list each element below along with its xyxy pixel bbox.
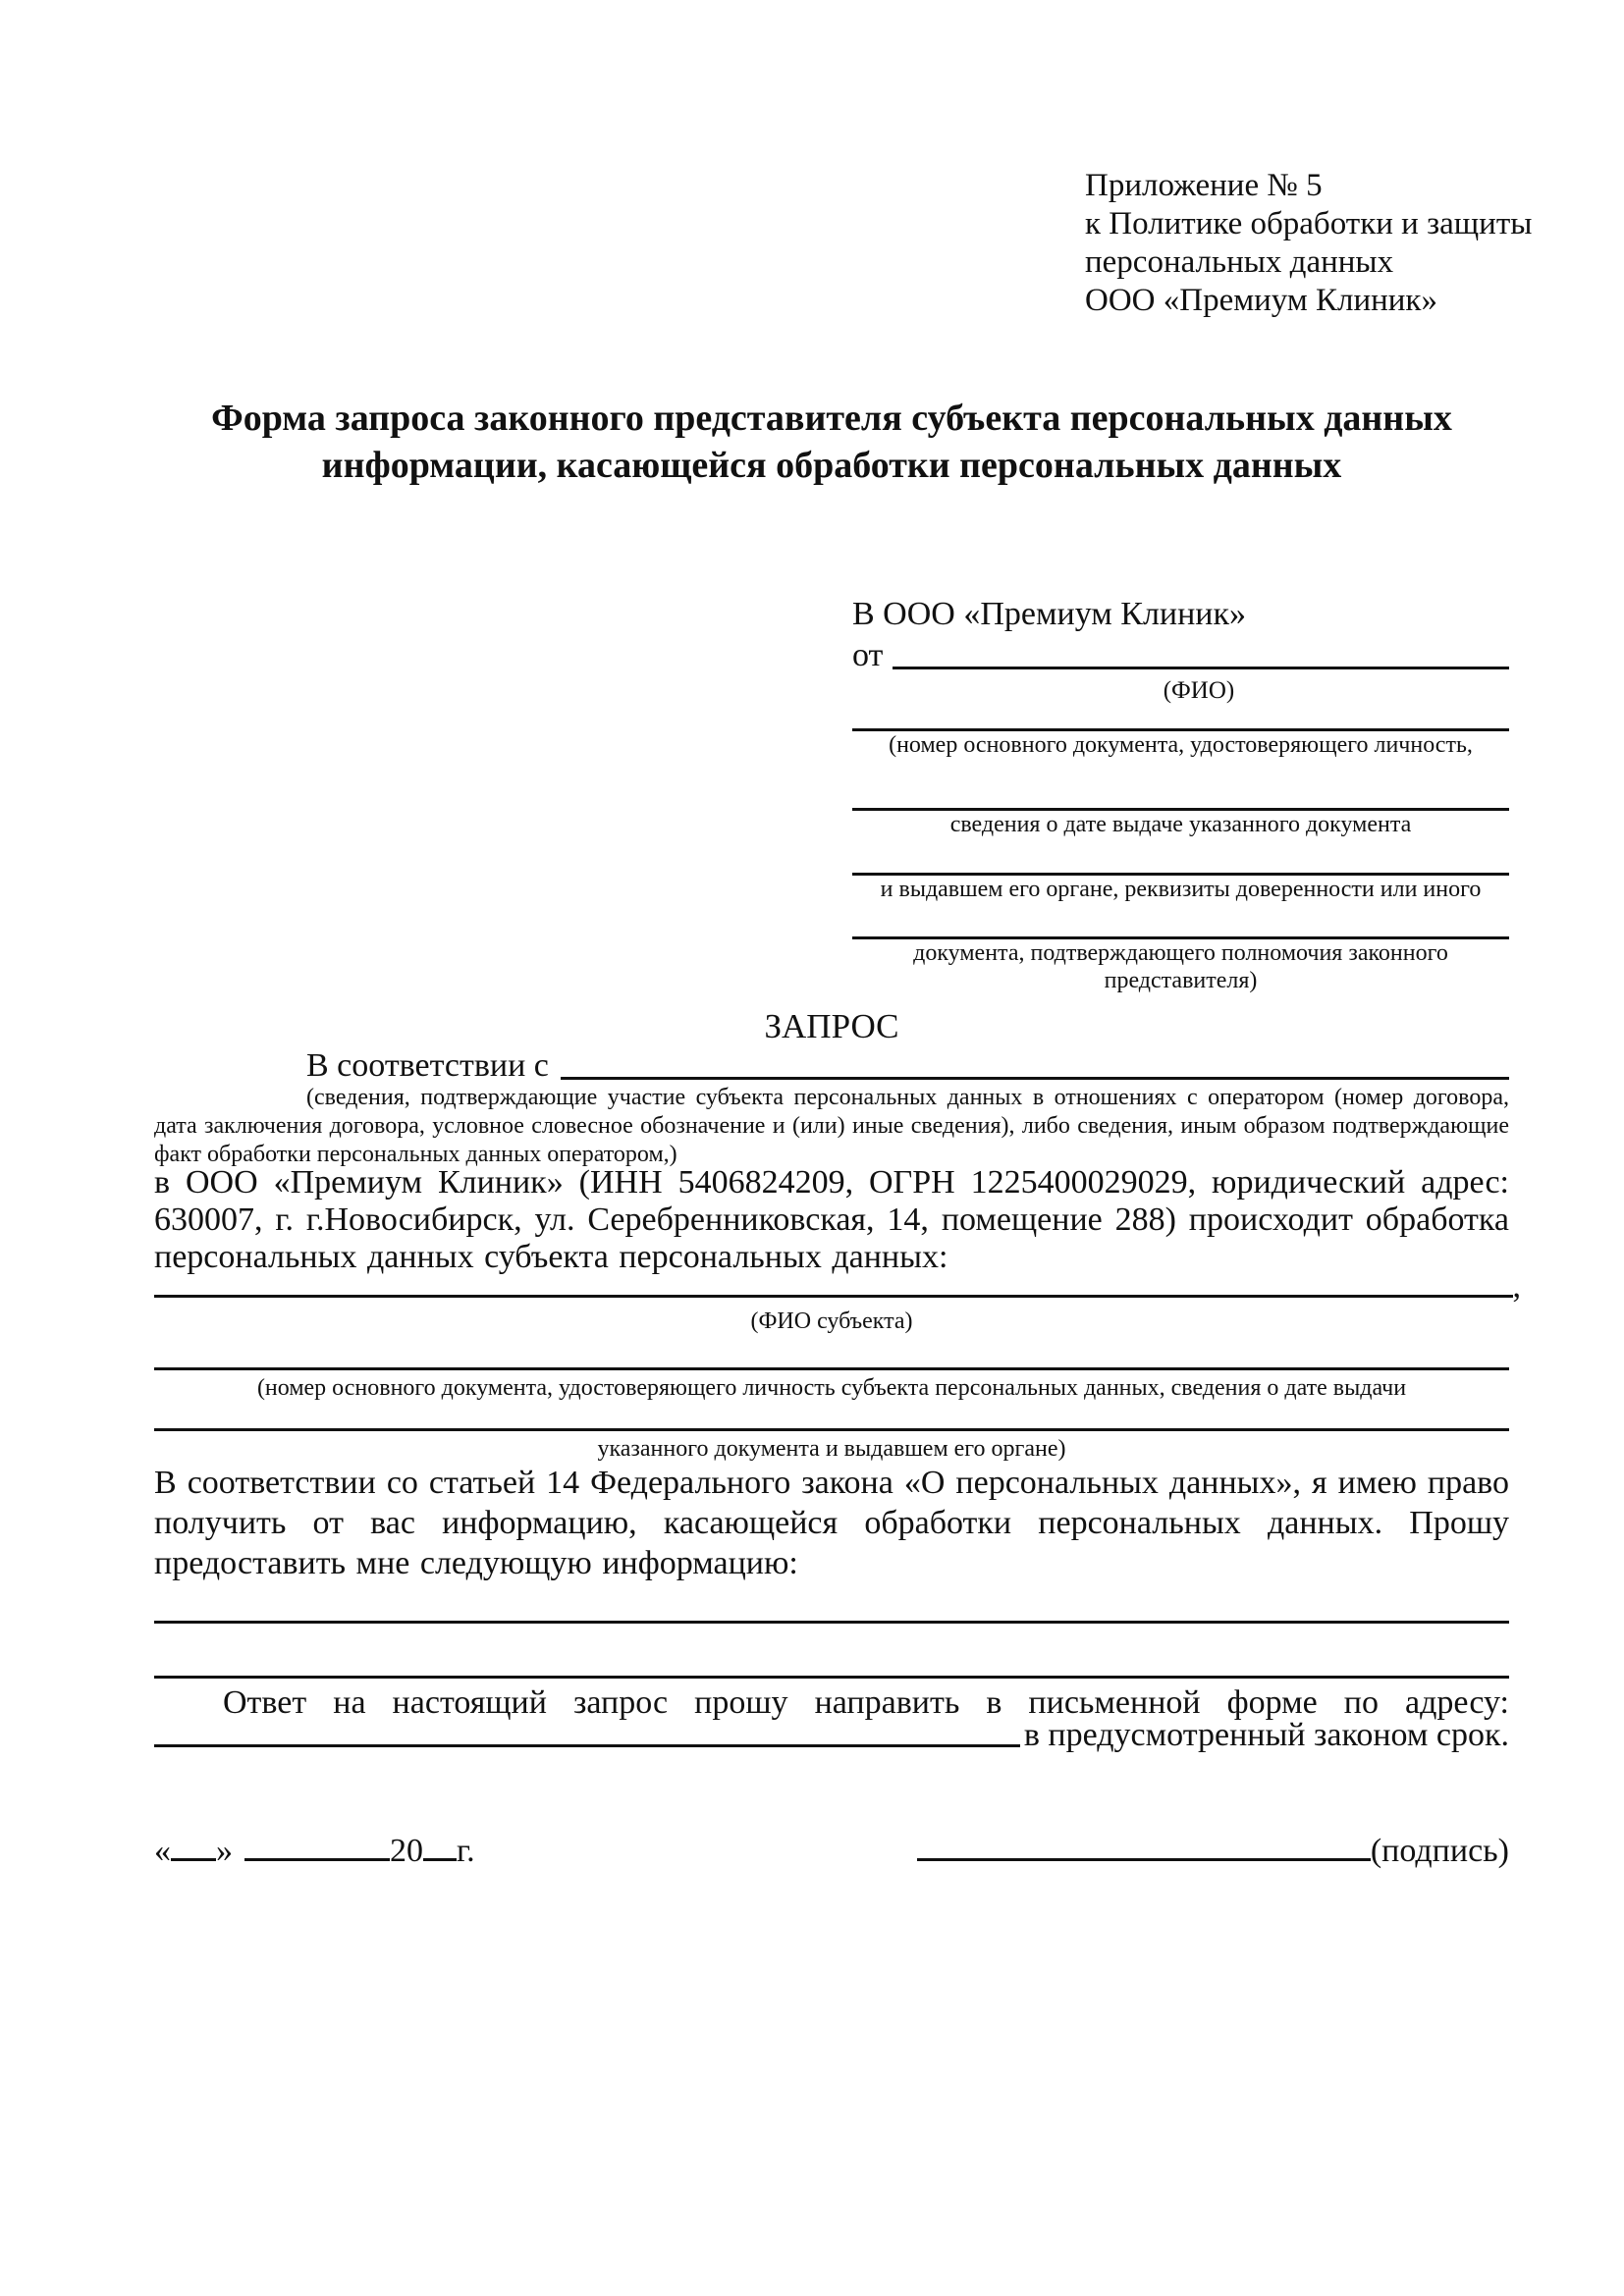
date-field <box>154 1834 475 1869</box>
day-blank-line <box>171 1858 216 1861</box>
fio-caption: (ФИО) <box>1163 677 1235 704</box>
appendix-block <box>1085 167 1532 320</box>
basis-label: В соответствии с <box>306 1047 549 1084</box>
signature-row <box>154 1830 1509 1869</box>
appendix-line: ООО «Премиум Клиник» <box>1085 283 1437 318</box>
information-blank-line-2 <box>154 1655 1509 1679</box>
signature-caption: (подпись) <box>1370 1833 1509 1869</box>
quote-close: » <box>216 1833 233 1869</box>
basis-blank-line <box>561 1073 1509 1080</box>
basis-caption: (сведения, подтверждающие участие субъекта персональных данных в отношениях с оператором (номер договора, дата заключения договора, условное словесное обозначение и (или) иные сведения), либо сведения, иным образом подтверждающие факт обработки персональных данных оператором,) <box>154 1085 1509 1167</box>
subject-document-blank-line <box>154 1347 1509 1370</box>
title-line: Форма запроса законного представителя субъекта персональных данных <box>211 398 1452 439</box>
operator-paragraph: в ООО «Премиум Клиник» (ИНН 5406824209, ОГРН 1225400029029, юридический адрес: 630007, г. г.Новосибирск, ул. Серебренниковская, 14, помещение 288) происходит обработка персональных данных субъекта персональных данных: <box>154 1164 1509 1275</box>
representative-document-fields <box>852 711 1509 994</box>
addressee-organization: В ООО «Премиум Клиник» <box>852 596 1247 632</box>
subject-fio-blank-line <box>154 1291 1513 1298</box>
from-label: от <box>852 637 884 673</box>
document-title <box>154 395 1509 489</box>
appendix-line: к Политике обработки и защиты <box>1085 206 1533 241</box>
year-prefix: 20 <box>390 1833 423 1869</box>
request-heading: ЗАПРОС <box>764 1007 899 1045</box>
law-paragraph: В соответствии со статьей 14 Федерального закона «О персональных данных», я имею право получить от вас информацию, касающейся обработки персональных данных. Прошу предоставить мне следующую информацию: <box>154 1465 1509 1581</box>
subject-fio-row <box>154 1268 1521 1305</box>
basis-row <box>154 1044 1509 1084</box>
subject-document-blank-line-2 <box>154 1409 1509 1431</box>
issuing-authority-blank-line <box>852 838 1509 876</box>
document-number-blank-line <box>852 711 1509 731</box>
subject-document-caption-2: указанного документа и выдавшем его органе) <box>597 1436 1066 1462</box>
information-blank-line-1 <box>154 1600 1509 1624</box>
month-blank-line <box>244 1858 390 1861</box>
year-blank-line <box>423 1858 457 1861</box>
trailing-comma: , <box>1512 1268 1521 1305</box>
appendix-line: персональных данных <box>1085 244 1394 280</box>
title-line: информации, касающейся обработки персональных данных <box>321 445 1342 486</box>
signature-field <box>917 1834 1509 1869</box>
authority-document-blank-line <box>852 903 1509 939</box>
address-blank-line <box>154 1740 1020 1747</box>
subject-fio-caption: (ФИО субъекта) <box>750 1308 913 1334</box>
field-caption: (номер основного документа, удостоверяющего личность, <box>889 732 1473 758</box>
reply-paragraph: Ответ на настоящий запрос прошу направить в письменной форме по адресу: <box>223 1684 1509 1721</box>
field-caption: и выдавшем его органе, реквизиты доверенности или иного <box>880 877 1482 902</box>
issue-date-blank-line <box>852 759 1509 811</box>
reply-address-row <box>154 1717 1509 1753</box>
reply-tail: в предусмотренный законом срок. <box>1023 1717 1509 1753</box>
addressee-from-row <box>852 634 1509 673</box>
year-suffix: г. <box>457 1833 475 1869</box>
quote-open: « <box>154 1833 171 1869</box>
field-caption: сведения о дате выдаче указанного документа <box>949 812 1412 837</box>
field-caption: документа, подтверждающего полномочия законного представителя) <box>913 940 1448 993</box>
fio-blank-line <box>893 663 1509 669</box>
subject-document-caption: (номер основного документа, удостоверяющего личность субъекта персональных данных, сведения о дате выдачи <box>256 1375 1407 1401</box>
signature-blank-line <box>917 1858 1371 1861</box>
appendix-line: Приложение № 5 <box>1085 168 1323 203</box>
